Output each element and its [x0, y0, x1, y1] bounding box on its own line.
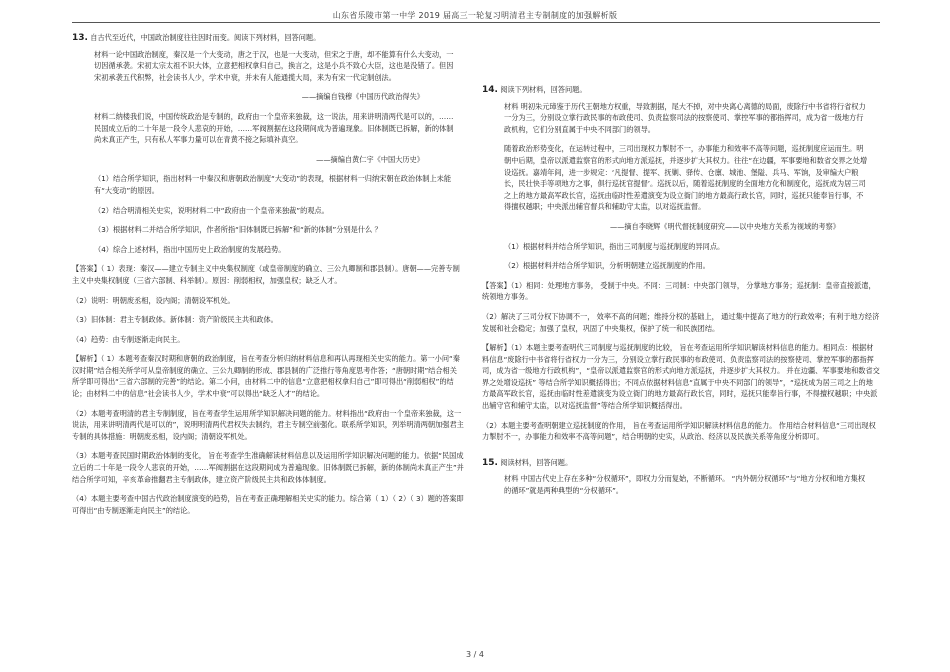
question-prompt: 阅读材料，回答问题。 — [500, 457, 573, 467]
question-prompt: 自古代至近代，中国政治制度往往因时而变。阅读下列材料，回答问题。 — [90, 33, 321, 42]
answer-paragraph: 【解析】（ 1）本题考查秦汉时期和唐朝的政治制度，旨在考查分析归纳材料信息和再认再现相关史实的能力。第一小问“秦汉时期”结合相关所学可从皇帝制度的确立、三公九卿制的形成、郡县制的广泛推行等角度思考作答；“唐朝时期”结合相关所学即可得出“三省六部制的完善”的结论。第二小问，由材料二中的信息“立意把相权拿归自己”即可得出“削弱相权”的结论；由材料二中的信息“社会读书人少，学术中衰”可以得出“缺乏人才”的结论。 — [72, 354, 460, 399]
answer-paragraph: 【答案】（ 1）表现：秦汉——建立专制主义中央集权制度（或皇帝制度的确立、三公九卿制和郡县制）。唐朝——完善专制主义中央集权制度（三省六部制、科举制）。原因：削弱相权，加强皇权；缺乏人才。 — [72, 264, 460, 285]
material-paragraph: 随着政治形势变化，在运转过程中，三司出现权力掣肘不一，办事能力和效率不高等问题，巡抚制度应运而生。明朝中后期，皇帝以派遣监察官的形式向地方派巡抚，并逐步扩大其权力。往往“在边疆，军事要地和数省交界之处增设巡抚。嘉靖年间，进一步规定：‘凡提督、提军、抚剿、驿传、仓廪、城池、堡隘、兵马、军饷，及审编大户粮长，民壮快手等项地方之事，俱行巡抚官提督’。巡抚以后，随着巡抚制度的全面地方化和制度化，巡抚成为居三司之上的地方最高军政长官，巡抚由临时性差遣演变为设立衙门的地方最高行政长官，同时，巡抚只能奉旨行事，不得擅权越职；中央派出辅官督兵和辅助守太监，以对巡抚监督。 — [504, 144, 868, 212]
page-header: 山东省乐陵市第一中学 2019 届高三一轮复习明清君主专制制度的加强解析版 — [332, 11, 618, 20]
source-citation: ——摘自李晓辉《明代督抚制度研究——以中央地方关系为视域的考察》 — [609, 221, 840, 231]
question-stem — [72, 32, 464, 45]
right-column — [482, 84, 880, 505]
material-paragraph: （2）根据材料并结合所学知识，分析明朝建立巡抚制度的作用。 — [504, 261, 710, 271]
question-stem — [482, 84, 880, 97]
header-rule — [72, 22, 880, 23]
source-citation: ——摘编自黄仁宇《中国大历史》 — [316, 154, 424, 164]
material-paragraph: （1）结合所学知识，指出材料一中秦汉和唐朝政治制度“大变动”的表现，根据材料一归纳宋朝在政治体制上未能有“大变动”的原因。 — [94, 174, 452, 195]
answer-paragraph: 【解析】（1）本题主要考查明代三司制度与巡抚制度的比较， 旨在考查运用所学知识解读材料信息的能力。相同点：根据材料信息“废除行中书省将行省权力一分为三，分别设立掌行政民事的布政使司、负责监察司法的按察使司、掌控军事的都指挥司，成为省一级地方行政机构”，“皇帝以派遣监察官的形式向地方派巡抚，并逐步扩大其权力。 并在边疆、军事要地和数省交界之处增设巡抚” 等结合所学知识概括得出；不同点依据材料信息“直属于中央不同部门的领导”，“巡抚成为居三司之上的地方最高军政长官，巡抚由临时性差遣演变为设立衙门的地方最高行政长官，同时，巡抚只能奉旨行事，不得擅权越职；中央派出辅守官和辅守太监，以对巡抚监督”等结合所学知识概括得出。 — [482, 343, 880, 411]
page-number: 3 / 4 — [466, 650, 484, 659]
material-paragraph: （2）结合明清相关史实，说明材料二中“政府由一个皇帝来独裁”的观点。 — [94, 205, 329, 215]
answer-paragraph: （4）趋势：由专制逐渐走向民主。 — [72, 334, 185, 344]
material-paragraph: 材料一论中国政治制度，秦汉是一个大变动，唐之于汉，也是一大变动，但宋之于唐，却不能算有什么大变动，一切因循承袭。宋初太宗太祖不识大体，立意把相权拿归自己，换言之，这是小兵不致心大臣，这也是没错了。但因宋初承袭五代积弊，社会读书人少，学术中衰，并未有人能通揽大局，来为有宋一代定制创法。 — [94, 49, 454, 82]
source-citation: ——摘编自钱穆《中国历代政治得失》 — [301, 92, 424, 102]
material-paragraph: （4）综合上述材料，指出中国历史上政治制度的发展趋势。 — [94, 244, 286, 254]
answer-paragraph: （2）解决了三司分权下协调不一， 效率不高的问题；维持分权的基础上， 通过集中提高了地方的行政效率；有利于地方经济发展和社会稳定；加强了皇权，巩固了中央集权，保护了统一和民族团结。 — [482, 311, 880, 333]
material-paragraph: 材料二纳楼我们说，中国传统政治是专制的，政府由一个皇帝来独裁，这一说法，用来讲明清两代是可以的，……民国成立后的二十年是一段令人悲哀的开始，……军阀割据在这段期间成为普遍现象。旧体制既已拆解，新的体制尚未真正产生，只有私人军事力量可以在青黄不接之际填补真空。 — [94, 111, 454, 145]
answer-paragraph: （3）旧体制：君主专制政体。新体制：资产阶级民主共和政体。 — [72, 315, 278, 325]
material-paragraph: 材料 明初朱元璋鉴于历代王朝地方权重，导致割据，尾大不掉，对中央离心离德的局面，废除行中书省将行省权力一分为三，分别设立掌行政民事的布政使司、负责监察司法的按察使司、掌控军事的都指挥司，成为省一级地方行政机构，它们分别直属于中央不同部门的领导。 — [504, 101, 866, 134]
answer-paragraph: （4）本题主要考查中国古代政治制度演变的趋势，旨在考查正确理解相关史实的能力。综合第（ 1）（ 2）（ 3）题的答案即可得出“由专制逐渐走向民主”的结论。 — [72, 494, 464, 515]
question-number: 15. — [482, 457, 498, 468]
left-column — [72, 32, 464, 524]
question-number: 14. — [482, 85, 498, 95]
material-paragraph: （1）根据材料并结合所学知识，指出三司制度与巡抚制度的异同点。 — [504, 241, 725, 251]
answer-paragraph: （2）本题考查明清的君主专制制度，旨在考查学生运用所学知识解决问题的能力。材料指出“政府由一个皇帝来独裁，这一说法，用来讲明清两代是可以的”，说明明清两代君权失去制约，君主专制空前强化。联系所学知识，列举明清两朝加强君主专制的具体措施：明朝废丞相，设内阁；清朝设军机处。 — [72, 408, 464, 441]
answer-paragraph: 【答案】（1）相同：处理地方事务， 受制于中央。不同：三司制：中央部门领导， 分掌地方事务；巡抚制：皇帝直接派遣，统领地方事务。 — [482, 280, 876, 302]
question-stem — [482, 457, 880, 470]
answer-paragraph: （2）说明：明朝废丞相，设内阁；清朝设军机处。 — [72, 295, 235, 305]
answer-paragraph: （2）本题主要考查明朝建立巡抚制度的作用， 旨在考查运用所学知识解读材料信息的能力。 作用结合材料信息“三司出现权力掣肘不一，办事能力和效率不高等问题”，结合明朝的史实，从政治、经济以及民族关系等角度分析即可。 — [482, 420, 876, 442]
material-paragraph: 材料 中国古代史上存在多种“分权循环”，即权力分而复始，不断循环。 “内外朝分权循环”与“地方分权和地方集权的循环”就是两种典型的“分权循环”。 — [504, 474, 866, 496]
material-paragraph: （3）根据材料二并结合所学知识，作者所指“旧体制既已拆解”和“新的体制”分别是什么 ？ — [94, 225, 382, 235]
question-prompt: 阅读下列材料，回答问题。 — [500, 85, 587, 94]
question-number: 13. — [72, 33, 88, 43]
answer-paragraph: （3）本题考查民国时期政治体制的变化， 旨在考查学生准确解读材料信息以及运用所学知识解决问题的能力。依据“民国成立后的二十年是一段令人悲哀的开始，……军阀割据在这段期间成为普遍现象。旧体制既已拆解，新的体制尚未真正产生”并结合所学可知，辛亥革命推翻君主专制政体，建立资产阶级民主共和政体体制度。 — [72, 451, 464, 484]
